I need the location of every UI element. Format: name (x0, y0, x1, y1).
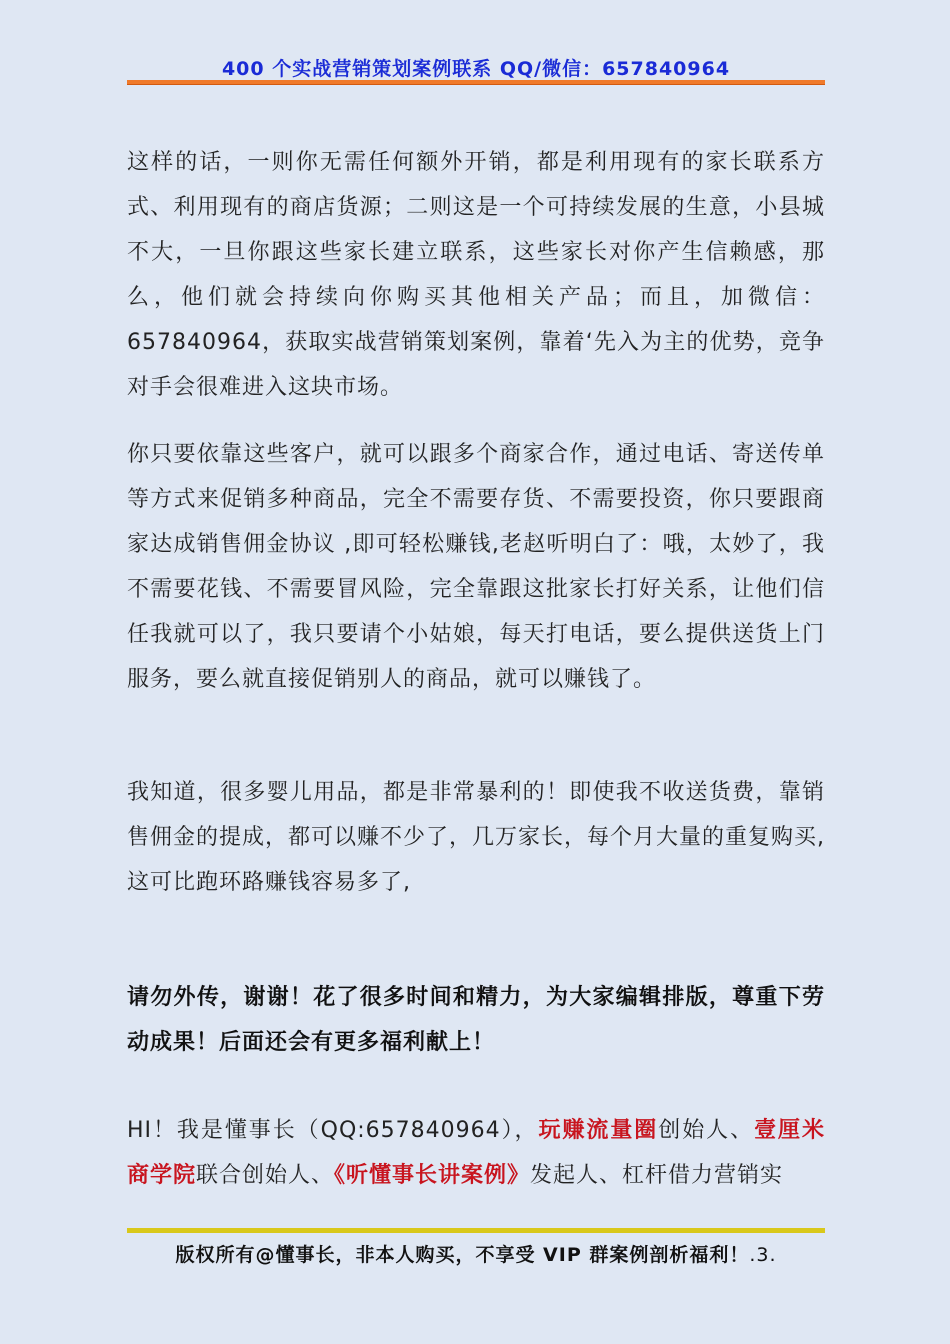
header-divider (127, 80, 825, 85)
copyright-notice: 请勿外传，谢谢！花了很多时间和精力，为大家编辑排版，尊重下劳动成果！后面还会有更多福利献上！ (127, 985, 825, 1055)
page-number: .3. (749, 1244, 777, 1266)
paragraph-2: 你只要依靠这些客户，就可以跟多个商家合作，通过电话、寄送传单等方式来促销多种商品，完全不需要存货、不需要投资，你只要跟商家达成销售佣金协议 ,即可轻松赚钱,老赵听明白了：哦，太妙了，我不需要花钱、不需要冒风险，完全靠跟这批家长打好关系，让他们信任我就可以了，我只要请个小姑娘，每天打电话，要么提供送货上门服务，要么就直接促销别人的商品，就可以赚钱了。 (127, 442, 825, 692)
footer-divider (127, 1228, 825, 1233)
highlight-brand-2: 壹厘米商学院 (127, 1118, 825, 1188)
paragraph-1: 这样的话，一则你无需任何额外开销，都是利用现有的家长联系方式、利用现有的商店货源；二则这是一个可持续发展的生意，小县城不大，一旦你跟这些家长建立联系，这些家长对你产生信赖感，那么，他们就会持续向你购买其他相关产品；而且，加微信：657840964，获取实战营销策划案例，靠着‘先入为主的优势，竞争对手会很难进入这块市场。 (127, 150, 825, 400)
author-intro (127, 1108, 825, 1198)
intro-text: 创始人、 (658, 1118, 755, 1143)
intro-text: HI！我是懂事长（QQ:657840964）， (127, 1118, 539, 1143)
highlight-brand-3: 《听懂事长讲案例》 (334, 1163, 531, 1188)
page-footer (127, 1240, 825, 1267)
intro-text: 发起人、杠杆借力营销实 (530, 1163, 784, 1188)
highlight-brand-1: 玩赚流量圈 (538, 1118, 659, 1143)
page-header: 400 个实战营销策划案例联系 QQ/微信：657840964 (221, 58, 731, 80)
intro-text: 联合创始人、 (196, 1163, 335, 1188)
paragraph-3: 我知道，很多婴儿用品，都是非常暴利的！即使我不收送货费，靠销售佣金的提成，都可以赚不少了，几万家长，每个月大量的重复购买,这可比跑环路赚钱容易多了, (127, 780, 825, 895)
footer-text: 版权所有@懂事长，非本人购买，不享受 VIP 群案例剖析福利！ (175, 1244, 750, 1266)
